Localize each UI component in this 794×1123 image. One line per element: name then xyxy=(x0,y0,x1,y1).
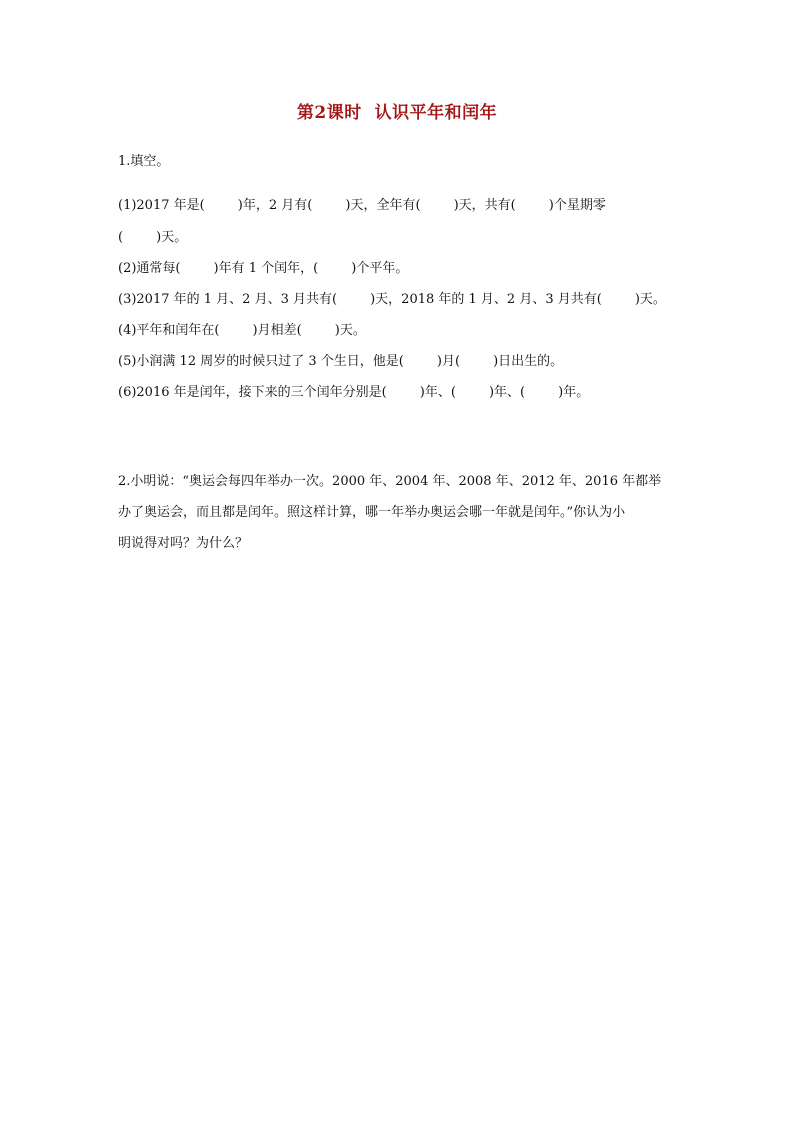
question-2-line-2: 办了奥运会，而且都是闰年。照这样计算，哪一年举办奥运会哪一年就是闰年。”你认为小 xyxy=(118,505,626,520)
fill-blank-item-1-line-1: (1)2017 年是( )年，2 月有( )天，全年有( )天，共有( )个星期零 xyxy=(118,198,606,213)
fill-blank-item-2: (2)通常每( )年有 1 个闰年，( )个平年。 xyxy=(118,261,409,276)
fill-blank-item-3: (3)2017 年的 1 月、2 月、3 月共有( )天，2018 年的 1 月、2 月、3 月共有( )天。 xyxy=(118,292,666,307)
question-2-line-1: 2.小明说：“奥运会每四年举办一次。2000 年、2004 年、2008 年、2012 年、2016 年都举 xyxy=(118,474,662,489)
fill-blank-item-5: (5)小润满 12 周岁的时候只过了 3 个生日，他是( )月( )日出生的。 xyxy=(118,354,564,369)
fill-blank-item-6: (6)2016 年是闰年，接下来的三个闰年分别是( )年、( )年、( )年。 xyxy=(118,385,590,400)
question-1-heading: 1.填空。 xyxy=(118,154,170,169)
question-2-line-3: 明说得对吗？为什么？ xyxy=(118,536,249,551)
fill-blank-item-1-line-2: ( )天。 xyxy=(118,230,188,245)
fill-blank-item-4: (4)平年和闰年在( )月相差( )天。 xyxy=(118,323,366,338)
page-title: 第2课时 认识平年和闰年 xyxy=(296,103,498,123)
